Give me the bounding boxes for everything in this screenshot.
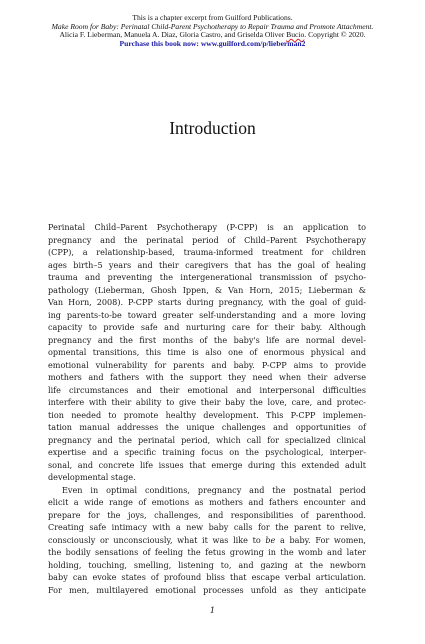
text-segment: a baby. For women,	[275, 534, 366, 545]
text-line: trauma and preventing the intergenerational transmission of psycho-	[48, 272, 366, 282]
text-line: emotional vulnerability for parents and baby. P-CPP aims to provide	[48, 359, 366, 370]
text-line: life circumstances and their emotional and interpersonal difficulties	[48, 384, 366, 395]
text-line: interfere with their ability to give their baby the love, care, and protec-	[48, 397, 366, 407]
text-line: pathology (Lieberman, Ghosh Ippen, & Van Horn, 2015; Lieberman &	[48, 284, 366, 295]
text-line: pregnancy and the perinatal period of Child–Parent Psychotherapy	[48, 234, 366, 245]
text-line: prepare for the joys, challenges, and responsibilities of parenthood.	[48, 509, 366, 520]
text-line: baby can evoke states of profound bliss that escape verbal articulation.	[48, 572, 366, 582]
text-line: Perinatal Child–Parent Psychotherapy (P-CPP) is an application to	[48, 222, 366, 232]
header-copyright-text: . Copyright © 2020.	[304, 30, 366, 40]
text-line: tion needed to promote healthy development. This P-CPP implemen-	[48, 409, 366, 420]
text-line: Creating safe intimacy with a new baby calls for the parent to relive,	[48, 522, 366, 532]
text-line: sonal, and concrete life issues that emerge during this extended adult	[48, 459, 366, 470]
text-line	[48, 534, 366, 547]
text-line: holding, touching, smelling, listening to, and gazing at the newborn	[48, 559, 366, 570]
purchase-link[interactable]: Purchase this book now: www.guilford.com/p/lieberman2	[119, 38, 306, 48]
text-line: ages birth–5 years and their caregivers that has the goal of healing	[48, 259, 366, 270]
text-line: For men, multilayered emotional processes unfold as they anticipate	[48, 584, 366, 595]
text-line: pregnancy and the first months of the baby's life are normal devel-	[48, 334, 366, 345]
text-segment: consciously or unconsciously, what it was like to	[48, 534, 266, 545]
chapter-title: Introduction	[169, 118, 256, 138]
copyright-header	[0, 14, 425, 48]
page-number: 1	[209, 606, 216, 616]
text-line: expertise and a specific training focus on the psychological, interper-	[48, 447, 366, 457]
text-line: opmental transitions, this time is also one of enormous physical and	[48, 347, 366, 357]
paragraph-2	[48, 484, 366, 597]
emphasis-be: be	[265, 534, 276, 545]
text-line: Even in optimal conditions, pregnancy and the postnatal period	[62, 484, 366, 495]
text-line: mothers and fathers with the support they need when their adverse	[48, 372, 366, 382]
header-authors-text: Alicia F. Lieberman, Manuela A. Diaz, Gloria Castro, and Griselda Oliver	[59, 30, 287, 40]
paragraph-1	[48, 221, 366, 484]
text-line: elicit a wide range of emotions as mothers and fathers encounter and	[48, 497, 366, 507]
body-text	[48, 221, 366, 596]
text-line: Van Horn, 2008). P-CPP starts during pregnancy, with the goal of guid-	[48, 297, 366, 307]
header-line-book-title: Make Room for Baby: Perinatal Child-Parent Psychotherapy to Repair Trauma and Promote Attachment.	[51, 21, 374, 31]
text-line: ing parents-to-be toward greater self-understanding and a more loving	[48, 309, 366, 320]
text-line: tation manual addresses the unique challenges and opportunities of	[48, 422, 366, 432]
header-author-surname: Bucio	[286, 30, 305, 40]
text-line: the bodily sensations of feeling the fetus growing in the womb and later	[48, 547, 366, 557]
text-line: pregnancy and the perinatal period, which call for specialized clinical	[48, 434, 366, 445]
text-line: (CPP), a relationship-based, trauma-informed treatment for children	[48, 247, 366, 257]
text-line: capacity to provide safe and nurturing care for their baby. Although	[48, 322, 366, 332]
header-line-source: This is a chapter excerpt from Guilford Publications.	[132, 13, 293, 22]
text-line: developmental stage.	[48, 472, 136, 482]
